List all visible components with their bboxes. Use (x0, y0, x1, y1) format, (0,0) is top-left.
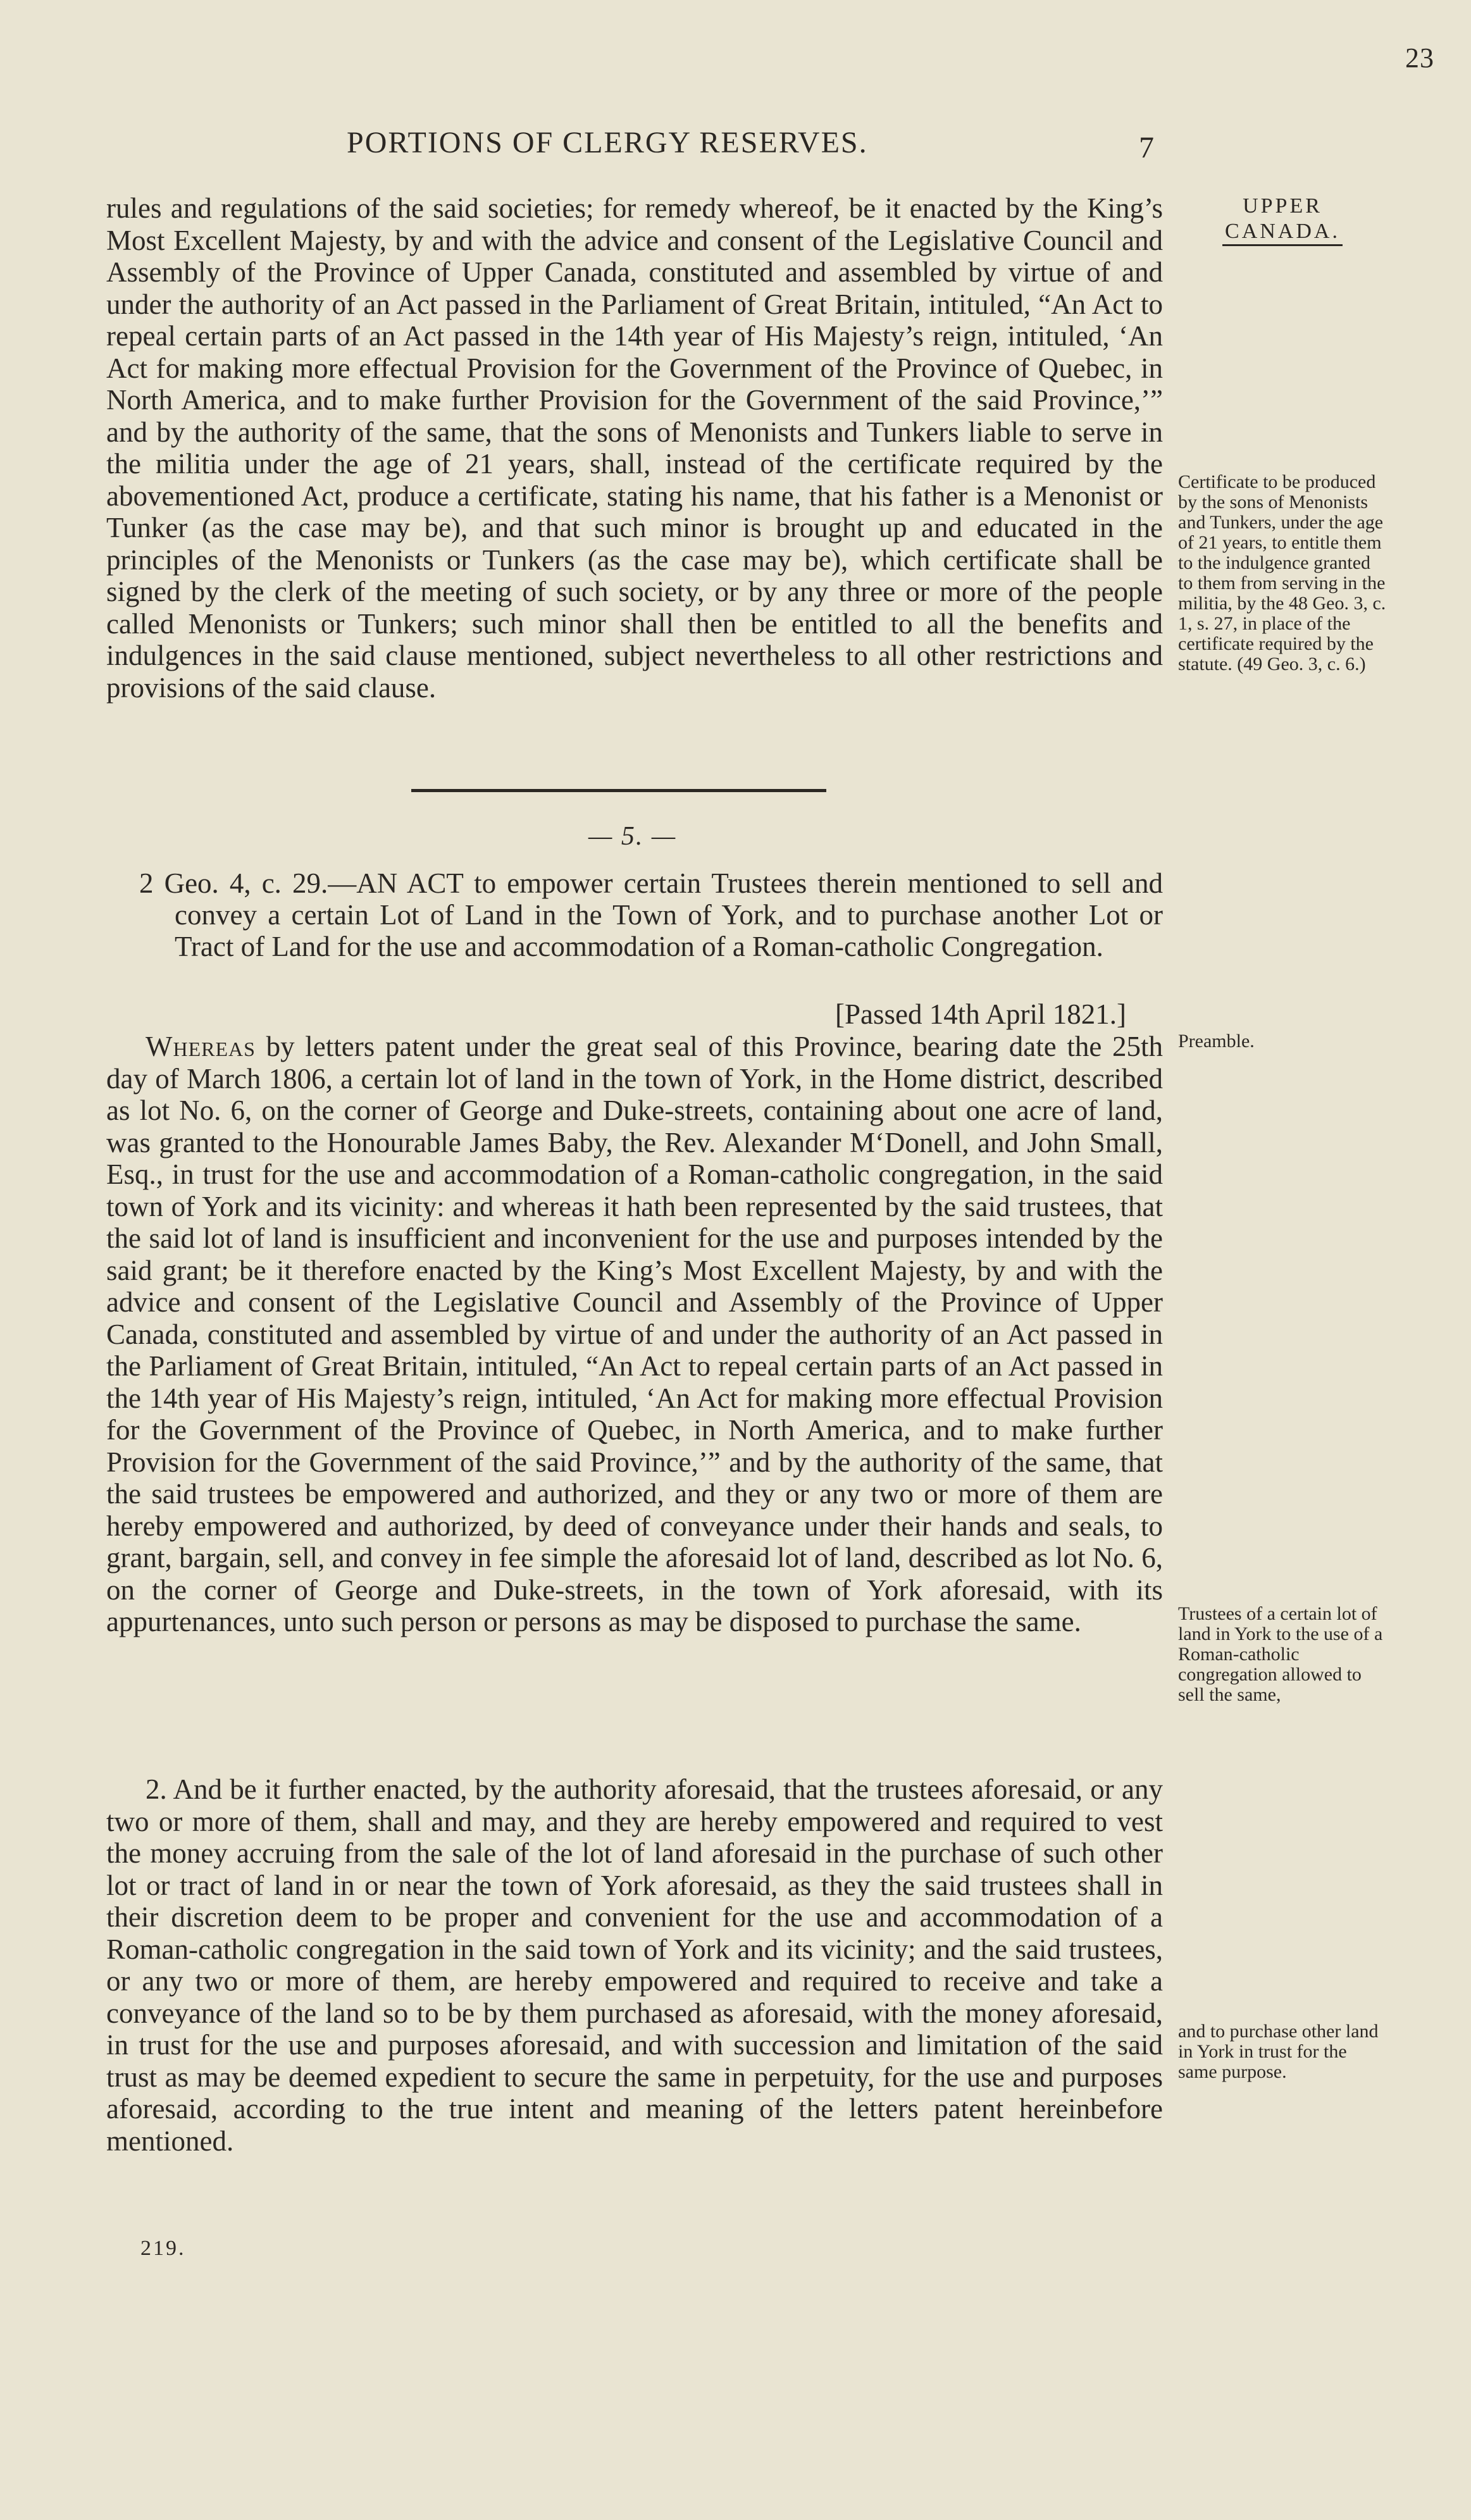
running-head: PORTIONS OF CLERGY RESERVES. (347, 126, 868, 159)
paragraph-text: 2. And be it further enacted, by the authority aforesaid, that the trustees aforesaid, or any two or more of them, shall and may, and they are hereby empowered and required to vest the money accruing from the sale of the lot of land aforesaid in the purchase of such other lot or tract of land in or near the town of York aforesaid, as they the said trustees shall in their discretion deem to be proper and convenient for the use and accommodation of a Roman-catholic congregation in the said town of York and its vicinity; and the said trustees, or any two or more of them, are hereby empowered and required to receive and take a conveyance of the land so to be by them purchased as aforesaid, with the money aforesaid, in trust for the use and purposes aforesaid, and with succession and limitation of the said trust as may be deemed expedient to secure the same in perpetuity, for the use and purposes aforesaid, according to the true intent and meaning of the letters patent hereinbefore mentioned. (106, 1773, 1163, 2157)
folio-number: 7 (1139, 131, 1154, 164)
margin-note-trustees: Trustees of a certain lot of land in York to the use of a Roman-catholic congregation allowed to sell the same, (1178, 1603, 1383, 1705)
act-title: 2 Geo. 4, c. 29.—AN ACT to empower certain Trustees therein mentioned to sell and convey a certain Lot of Land in the Town of York, and to purchase another Lot or Tract of Land for the use and accommodation of a Roman-catholic Congregation. (139, 867, 1163, 962)
section-divider-rule (411, 789, 826, 792)
passed-date: [Passed 14th April 1821.] (835, 998, 1126, 1030)
page-number: 23 (1405, 42, 1434, 73)
paragraph-section-2 (106, 1773, 1163, 2157)
paragraph-menonists-certificate (106, 192, 1163, 704)
margin-province-heading: UPPER CANADA. (1225, 194, 1340, 243)
margin-note-preamble: Preamble. (1178, 1031, 1255, 1052)
paragraph-text: by letters patent under the great seal of this Province, bearing date the 25th day of March 1806, a certain lot of land in the town of York, in the Home district, described as lot No. 6, on the corner of George and Duke-streets, containing about one acre of land, was granted to the Honourable James Baby, the Rev. Alexander M‘Donell, and John Small, Esq., in trust for the use and accommodation of a Roman-catholic congregation, in the said town of York and its vicinity: and whereas it hath been represented by the said trustees, that the said lot of land is insufficient and inconvenient for the use and purposes intended by the said grant; be it therefore enacted by the King’s Most Excellent Majesty, by and with the advice and consent of the Legislative Council and Assembly of the Province of Upper Canada, constituted and assembled by virtue of and under the authority of an Act passed in the Parliament of Great Britain, intituled, “An Act to repeal certain parts of an Act passed in the 14th year of His Majesty’s reign, intituled, ‘An Act for making more effectual Provision for the Government of the Province of Quebec, in North America, and to make further Provision for the Government of the said Province,’” and by the authority of the same, that the said trustees be empowered and authorized, and they or any two or more of them are hereby empowered and authorized, by deed of conveyance under their hands and seals, to grant, bargain, sell, and convey in fee simple the aforesaid lot of land, described as lot No. 6, on the corner of George and Duke-streets, in the town of York aforesaid, with its appurtenances, unto such person or persons as may be disposed to purchase the same. (106, 1031, 1163, 1637)
margin-note-certificate: Certificate to be produced by the sons of Menonists and Tunkers, under the age of 21 years, to entitle them to the indulgence granted to them from serving in the militia, by the 48 Geo. 3, c. 1, s. 27, in place of the certificate required by the statute. (49 Geo. 3, c. 6.) (1178, 471, 1386, 674)
margin-rule (1222, 244, 1343, 246)
section-number: — 5. — (588, 822, 677, 851)
paragraph-text: rules and regulations of the said societies; for remedy whereof, be it enacted by the King’s Most Excellent Majesty, by and with the advice and consent of the Legislative Council and Assembly of the Province of Upper Canada, constituted and assembled by virtue of and under the authority of an Act passed in the Parliament of Great Britain, intituled, “An Act to repeal certain parts of an Act passed in the 14th year of His Majesty’s reign, intituled, ‘An Act for making more effectual Provision for the Government of the Province of Quebec, in North America, and to make further Provision for the Government of the said Province,’” and by the authority of the same, that the sons of Menonists and Tunkers liable to serve in the militia under the age of 21 years, shall, instead of the certificate required by the abovementioned Act, produce a certificate, stating his name, that his father is a Menonist or Tunker (as the case may be), and that such minor is brought up and educated in the principles of the Menonists or Tunkers (as the case may be), which certificate shall be signed by the clerk of the meeting of such society, or by any three or more of the people called Menonists or Tunkers; such minor shall then be entitled to all the benefits and indulgences in the said clause mentioned, subject nevertheless to all other restrictions and provisions of the said clause. (106, 192, 1163, 704)
margin-note-purchase: and to purchase other land in York in trust for the same purpose. (1178, 2021, 1379, 2082)
paragraph-preamble (106, 1031, 1163, 1638)
whereas-word: Whereas (146, 1031, 256, 1062)
catchword: 219. (140, 2237, 186, 2260)
